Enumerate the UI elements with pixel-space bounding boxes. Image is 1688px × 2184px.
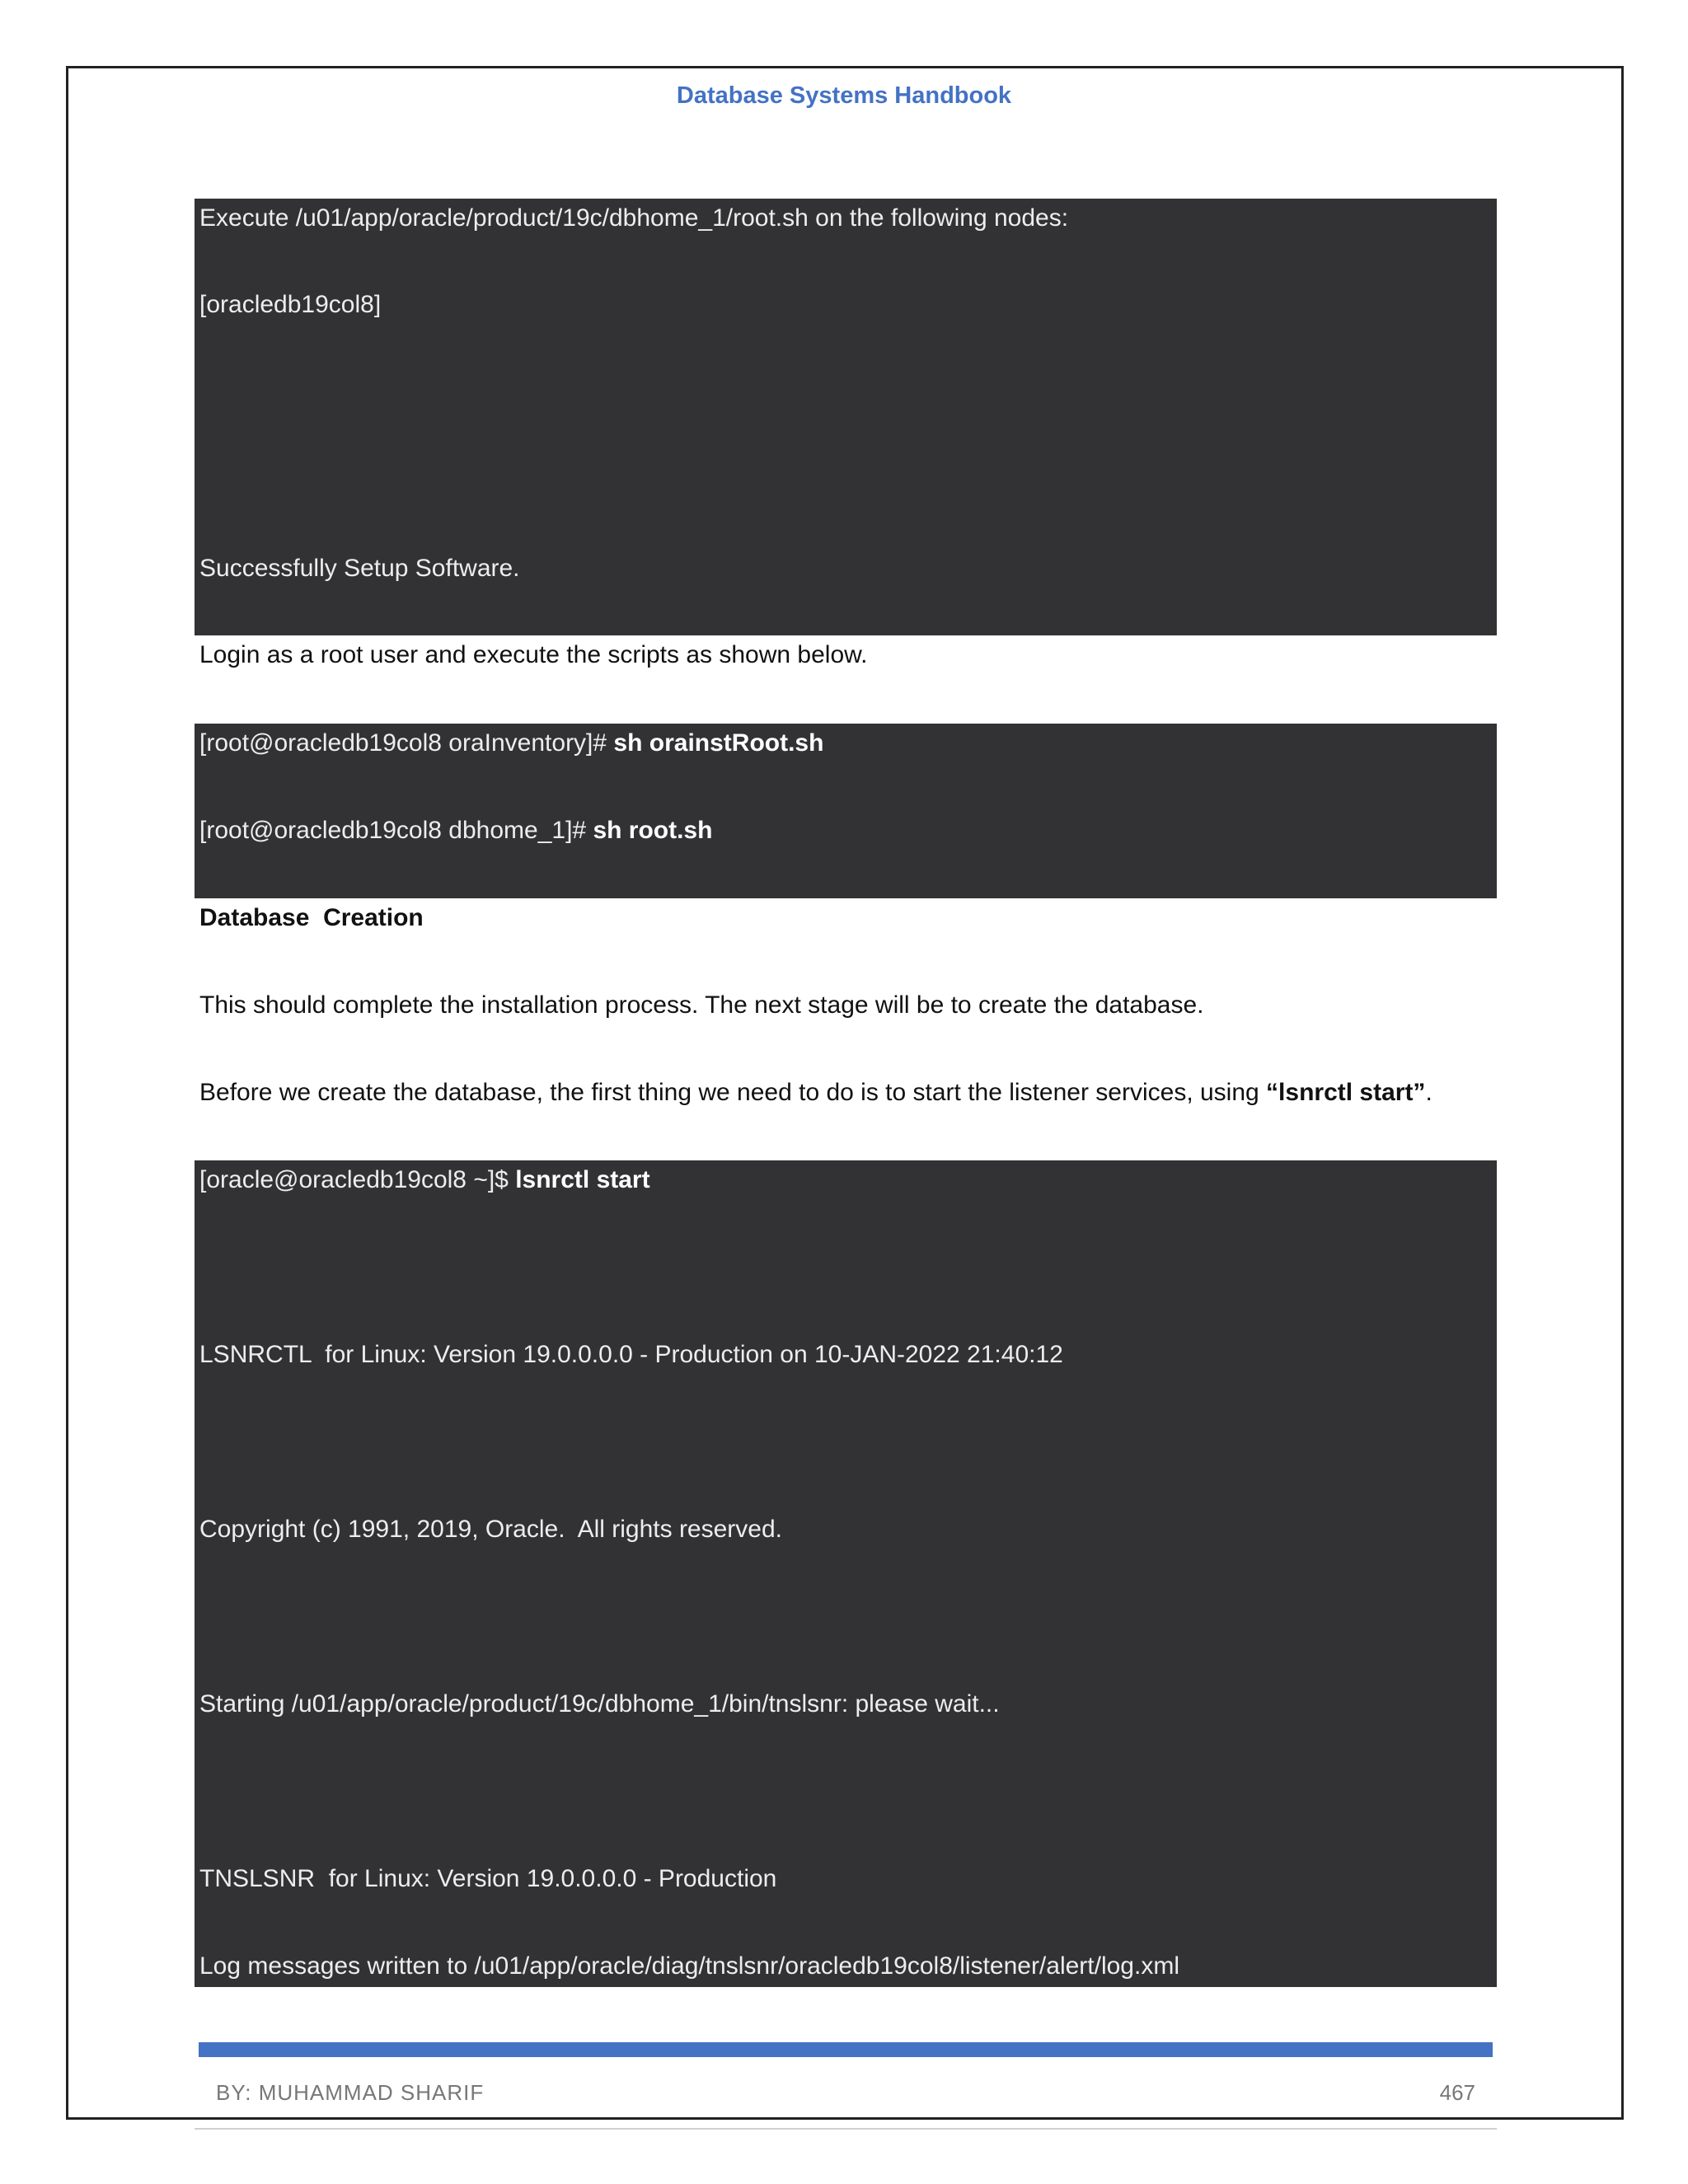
terminal-line: Log messages written to /u01/app/oracle/diag/tnslsnr/oracledb19col8/listener/alert/log.xml — [199, 1952, 1179, 1980]
terminal-block-root-sh — [195, 199, 1497, 635]
terminal-line: Copyright (c) 1991, 2019, Oracle. All rights reserved. — [199, 1516, 782, 1543]
terminal-line: Execute /u01/app/oracle/product/19c/dbhome_1/root.sh on the following nodes: — [199, 204, 1069, 232]
header-title: Database Systems Handbook — [676, 82, 1012, 109]
terminal-line — [199, 1165, 650, 1195]
terminal-prompt: [root@oracledb19col8 dbhome_1]# — [199, 817, 593, 844]
paragraph — [199, 1078, 1432, 1108]
paragraph: This should complete the installation process. The next stage will be to create the database. — [199, 991, 1204, 1019]
terminal-line: Starting /u01/app/oracle/product/19c/dbhome_1/bin/tnslsnr: please wait... — [199, 1690, 1000, 1718]
terminal-command: sh orainstRoot.sh — [613, 729, 824, 757]
terminal-block-root-scripts — [195, 724, 1497, 898]
page-number: 467 — [1439, 2080, 1475, 2105]
terminal-line: [oracledb19col8] — [199, 291, 382, 318]
terminal-prompt: [root@oracledb19col8 oraInventory]# — [199, 729, 614, 757]
terminal-line — [199, 816, 712, 846]
section-heading: Database Creation — [199, 904, 424, 931]
paragraph-end: . — [1425, 1079, 1432, 1106]
terminal-block-lsnrctl — [195, 1160, 1497, 1987]
paragraph: Login as a root user and execute the scripts as shown below. — [199, 641, 868, 668]
terminal-line: LSNRCTL for Linux: Version 19.0.0.0.0 - Production on 10-JAN-2022 21:40:12 — [199, 1341, 1063, 1368]
terminal-prompt: [oracle@oracledb19col8 ~]$ — [199, 1166, 516, 1193]
terminal-line: Successfully Setup Software. — [199, 555, 520, 582]
terminal-line: TNSLSNR for Linux: Version 19.0.0.0.0 - Production — [199, 1865, 777, 1892]
terminal-command: sh root.sh — [593, 817, 713, 844]
footer-bar — [199, 2042, 1493, 2057]
footer-divider — [195, 2128, 1497, 2130]
paragraph-bold: “lsnrctl start” — [1266, 1079, 1426, 1106]
terminal-line — [199, 729, 823, 758]
footer-author: BY: MUHAMMAD SHARIF — [216, 2080, 485, 2105]
terminal-command: lsnrctl start — [515, 1166, 650, 1193]
paragraph-text: Before we create the database, the first thing we need to do is to start the listener services, using — [199, 1079, 1267, 1106]
